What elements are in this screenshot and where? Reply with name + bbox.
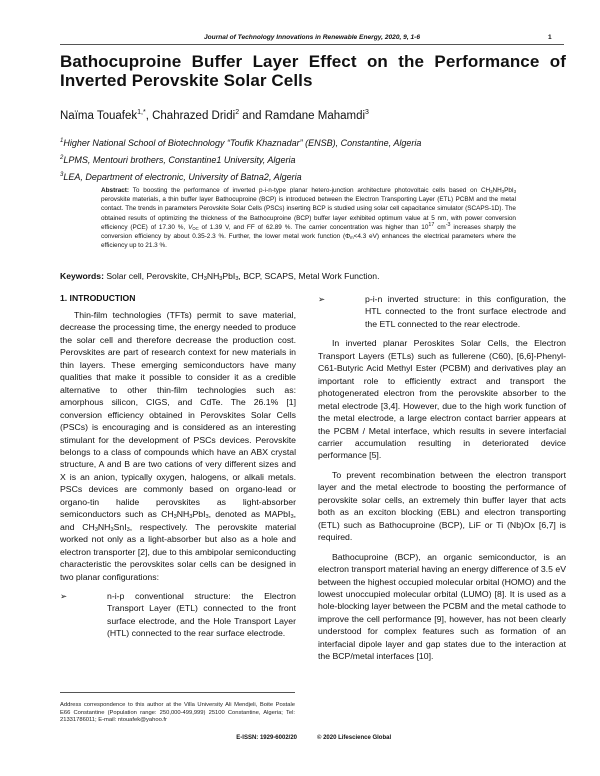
affil-sup: 3 [60,172,64,178]
affiliation-1 [60,138,421,148]
voc-symbol: V [188,223,193,231]
abstract-text: increases sharply the conversion efficiency by about 0.35-2.3 %. Further, the lower metal work function (Φ [101,223,516,241]
text: NH [97,521,111,532]
subscript: m [350,235,354,241]
abstract-text: To boosting the performance of inverted p-i-n-type planar hetero-junction architecture photovoltaic cells based on CH [129,187,491,194]
left-column [60,309,296,640]
affiliation-3 [60,172,302,182]
running-header: Journal of Technology Innovations in Renewable Energy, 2020, 9, 1-6 [203,34,421,41]
affil-text: LPMS, Mentouri brothers, Constantine1 University, Algeria [63,155,296,165]
superscript: 17 [428,221,435,228]
abstract [101,186,516,250]
author-sup: 1,* [137,109,146,117]
keywords-text: PbI [222,271,236,281]
correspondence-footnote: Address correspondence to this author at the Villa University Ali Mendjeli, Boite Postale E66 Constantine (Population range: 250,000-499,999) 25100 Constantine, Algeria; Tel: 21331786011; E-mail: ntouafek@yahoo.fr [60,702,295,724]
abstract-text: of 1.39 V, and FF of 62.89 %. The carrier concentration was higher than 10 [198,223,429,231]
subscript: 3 [173,514,177,521]
author-list [60,110,369,122]
author-name: Ramdane Mahamdi [264,110,366,122]
abstract-label: Abstract: [101,187,130,194]
footnote-rule [60,692,295,693]
keywords-text: , BCP, SCAPS, Metal Work Function. [238,271,380,281]
affil-sup: 1 [60,138,64,144]
text: , denoted as MAPbI [208,509,291,520]
intro-paragraph-1 [60,309,296,583]
affil-sup: 2 [60,155,64,161]
paragraph-3: To prevent recombination between the electron transport layer and the metal electrode to boosting the performance of perovskite solar cells, an extremely thin buffer layer that acts both as an exciton blocking (EBL) and electron transporting (ETL) such as Bathocuproine (BCP), LiF or Ti (Nb)Ox [6,7] is required. [318,469,566,543]
subscript: 3 [219,276,223,282]
arrow-bullet-icon: ➢ [60,590,68,601]
subscript: 3 [203,276,207,282]
text: NH [176,509,190,520]
paragraph-2: In inverted planar Peroskites Solar Cells, the Electron Transport Layers (ETLs) such as fullerene (C60), [6,6]-Phenyl- C61-Butyric Acid Methyl Ester (PCBM) and derivatives play an important role to efficiently extract and transport the photogenerated electron from the perovskite absorber to the metal electrode [3,4]. However, due to the high work function of the metal electrode, a large electron contact barrier appears at the PCBM / Metal interface, which results in severe interfacial carrier accumulation resulting in deteriorated device performance [5]. [318,338,566,461]
subscript: 3 [513,189,516,194]
affil-text: Higher National School of Biotechnology “Toufik Khaznadar” (ENSB), Constantine, Algeria [63,138,422,148]
author-name: Chahrazed Dridi [152,110,236,122]
keywords-text: NH [206,271,220,281]
subscript: 3 [189,514,193,521]
arrow-bullet-icon: ➢ [318,294,326,304]
abstract-text: NH [492,187,502,194]
bullet-item-nip [60,590,296,640]
subscript: OC [192,225,199,231]
text: , and CH [60,509,296,532]
abstract-text: PbI [504,187,514,194]
right-column [318,293,566,663]
copyright: © 2020 Lifescience Global [317,735,392,741]
header-rule [60,44,564,45]
abstract-text: cm [434,223,446,231]
keywords [60,271,379,281]
subscript: 3 [110,526,114,533]
subscript: 3 [205,514,209,521]
superscript: -3 [445,221,451,228]
author-sup: 3 [365,109,369,117]
subscript: 3 [235,276,239,282]
subscript: 3 [94,526,98,533]
section-heading-introduction: 1. INTRODUCTION [60,293,136,303]
separator: , [145,110,153,122]
author-name: Naïma Touafek [60,110,138,122]
paragraph-4: Bathocuproine (BCP), an organic semiconductor, is an electron transport material having an energy difference of 3.5 eV between the highest occupied molecular orbital (HOMO) and the lowest unoccupied molecular orbital (LUMO) [8]. It is used as a hole-blocking layer between the PCBM and the metal cathode to improve the cell performance [9], however, has not been clearly understood for complex features such as formation of an interfacial dipole layer and gap states due to the interaction at the BCP/metal interfaces [10]. [318,551,566,662]
text: PbI [192,509,206,520]
abstract-text: <4.3 eV) enhances the electrical parameters where the efficiency up to 21.3 %. [101,233,516,250]
author-sup: 2 [235,109,240,117]
text: n-i-p conventional structure: the Electron Transport Layer (ETL) connected to the front surface electrode, and the Hole Transport Layer (HTL) connected to the rear surface electrode. [107,590,296,639]
subscript: 3 [290,514,294,521]
issn: E-ISSN: 1929-6002/20 [236,735,297,741]
paper-title: Bathocuproine Buffer Layer Effect on the Performance of Inverted Perovskite Solar Cells [60,52,566,90]
subscript: 3 [501,189,505,194]
keywords-text: Solar cell, Perovskite, CH [103,271,204,281]
text: SnI [113,521,127,532]
keywords-label: Keywords: [60,271,104,281]
separator: and [239,110,265,122]
page-number: 1 [548,34,552,41]
abstract-text: perovskite materials, a thin buffer layer Bathocuproine (BCP) is introduced between the Electron Transporting Layer (ETL) PCBM and the metal contact. The trends in parameters Perovskite Solar Cells (PSCs) inserting BCP is studied using solar cell capacitance simulator (SCAPS-1D). The obtained results of optimizing the thickness of the Bathocuproine (BCP) buffer layer exhibited optimum value at 5 nm, with power conversion efficiency (PCE) of 17.30 %, [101,196,516,231]
subscript: 3 [490,189,493,194]
subscript: 3 [126,526,130,533]
text: , respectively. The perovskite material worked not only as a light-absorber but also as a hole and electron transporter [2], due to this ambipolar semiconducting characteristic the perovskites solar cells can be designed in two planar configurations: [60,521,296,582]
text: Thin-film technologies (TFTs) permit to save material, decrease the processing time, the energy needed to produce the solar cell and therefore decrease the production cost. Perovskites are part of research context for new materials in thin layers. These emerging semiconductors have many qualities that make it possible to consider it as a credible alternative to other thin-film technologies such as: amorphous silicon, CIGS, and CdTe. The 26.1% [1] conversion efficiency obtained in Perovskites Solar Cells (PSCs) is encouraging and is considered as an interesting stimulant for the development of PSCs devices. Perovskite belongs to a class of compounds which have an ABX crystal structure, A and B are two cations of very different sizes and X is an anion, typically oxygen, halogens, or alkali metals. PSCs devices are commonly based on organo-lead or organo-tin halide perovskites as light-absorber semiconductors such as CH [60,310,296,520]
bullet-item-pin [318,293,566,330]
affiliation-2 [60,155,295,165]
text: p-i-n inverted structure: in this configuration, the HTL connected to the front surface electrode and the ETL connected to the rear electrode. [365,294,566,329]
affil-text: LEA, Department of electronic, University of Batna2, Algeria [63,172,302,182]
